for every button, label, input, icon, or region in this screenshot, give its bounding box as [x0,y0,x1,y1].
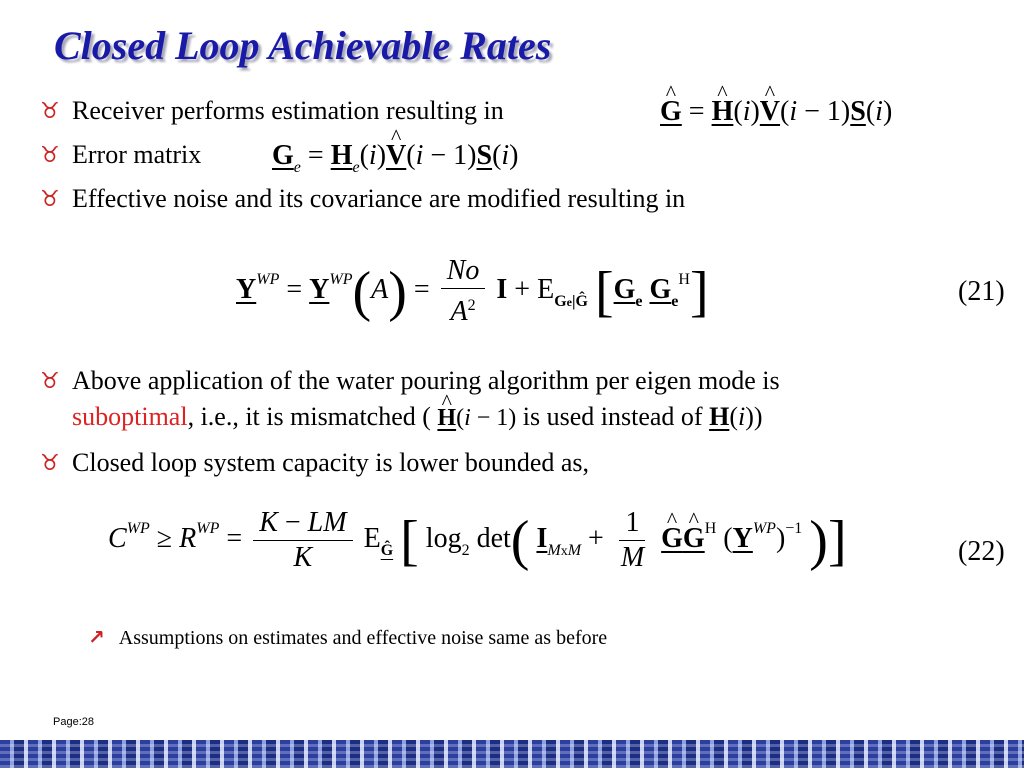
bullet-water-pouring-text: Above application of the water pouring algorithm per eigen mode is [72,366,780,395]
ribbon-bullet-icon: ♉ [40,99,60,124]
ribbon-bullet-icon: ♉ [40,143,60,168]
bullet-estimation-text: Receiver performs estimation resulting in [72,96,504,125]
bullet-error-matrix-text: Error matrix [72,140,202,169]
equation-22-number: (22) [958,536,1005,567]
bullet-capacity-text: Closed loop system capacity is lower bounded as, [72,448,590,477]
bullet-water-pouring-continuation: suboptimal, i.e., it is mismatched ( ^ H(i − 1) is used instead of H(i)) [72,402,763,432]
slide-title: Closed Loop Achievable Rates [54,23,552,68]
suboptimal-highlight: suboptimal [72,402,188,431]
bullet-capacity [40,448,589,479]
ribbon-bullet-icon: ♉ [40,187,60,212]
equation-21: $Y^{WP} = Y^{WP}(A)$ = $\frac{No}{A^2}$ $I + E_{Ge|Ĝ}$ [$G_e$ $G_e^H$] [236,255,709,327]
bullet-estimation [40,96,504,127]
equation-error-matrix: $G_e$ = $H_e(i)\^{}$ V(i − 1)S(i) [272,140,519,177]
h-hat-term: ^ H(i − 1) [437,405,516,431]
mismatch-text-3: )) [745,402,763,431]
bullet-water-pouring [40,366,780,397]
equation-22: $C^{WP} \ge R^{WP}$ = $\frac{K - LM}{K}$ $E_Ĝ$ [ $\log_2 \det$( $I_{MxM}$ + $\frac{1}{M}$ ^ G^ $G^H$ $(Y^{WP})^{-1}$ )] [108,506,847,575]
footer-decorative-band [0,740,1024,768]
arrow-up-right-icon: ↗ [88,625,105,649]
mismatch-text-2: is used instead of [522,402,703,431]
equation-g-hat: ^ G = ^ H(i)^ V(i − 1)S(i) [660,96,892,128]
ribbon-bullet-icon: ♉ [40,451,60,476]
sub-bullet-assumptions [88,625,607,650]
sub-bullet-assumptions-text: Assumptions on estimates and effective noise same as before [118,627,608,649]
page-number: Page:28 [53,716,94,728]
equation-21-number: (21) [958,276,1005,307]
bullet-effective-noise [40,184,685,215]
mismatch-text-1: , i.e., it is mismatched ( [187,402,431,431]
bullet-effective-noise-text: Effective noise and its covariance are modified resulting in [72,184,686,213]
bullet-error-matrix [40,140,201,171]
ribbon-bullet-icon: ♉ [40,369,60,394]
